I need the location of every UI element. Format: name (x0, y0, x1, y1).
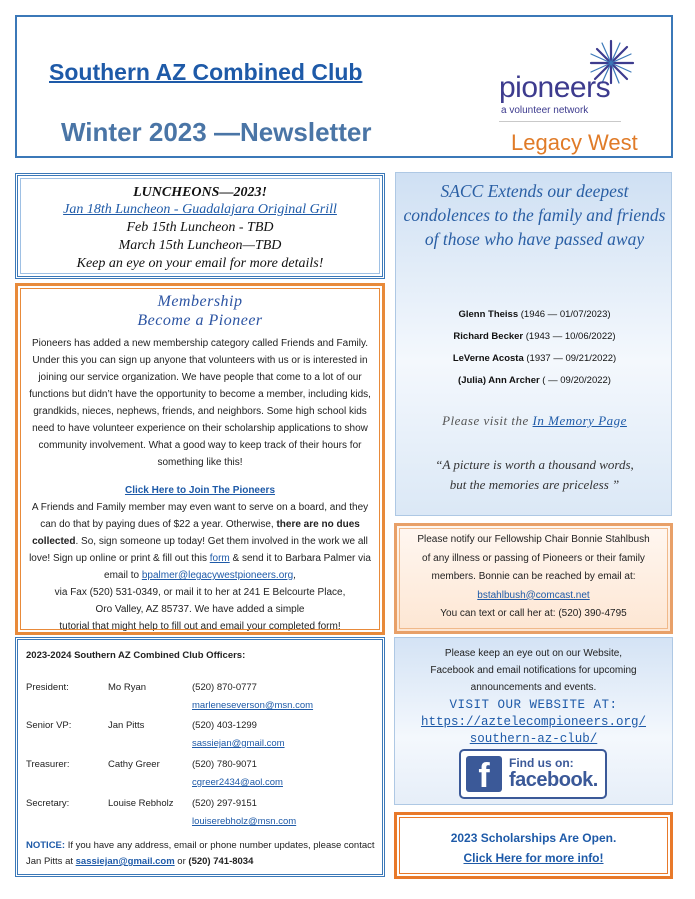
website-url-link[interactable]: https://aztelecompioneers.org/ (420, 715, 647, 729)
notice-email-link[interactable]: sassiejan@gmail.com (75, 856, 175, 867)
officer-role: Secretary: (26, 798, 70, 809)
scholarships-info-link[interactable]: Click Here for more info (463, 851, 600, 865)
bonnie-email-link[interactable]: bstahlbush@comcast.net (477, 589, 590, 601)
logo-word: pioneers (499, 71, 611, 104)
officer-row (26, 682, 380, 716)
visit-website-label: VISIT OUR WEBSITE AT: (449, 698, 618, 712)
fax-text: via Fax (520) 531-0349, or mail it to her at 241 E Belcourte Place, (54, 587, 346, 598)
logo-legacy-west: Legacy West (511, 130, 638, 155)
memorial-name: Glenn Theiss (458, 309, 519, 320)
facebook-wordmark: facebook. (509, 769, 598, 791)
condolences-box (395, 172, 672, 516)
notify-line-1: Please notify our Fellowship Chair Bonnie Stahlbush (417, 534, 650, 545)
club-name[interactable]: Southern AZ Combined Club (49, 59, 363, 85)
logo-tagline: a volunteer network (501, 105, 589, 116)
luncheons-box (15, 173, 385, 279)
logo-divider (499, 121, 621, 122)
officer-name: Mo Ryan (108, 682, 147, 693)
newsletter-header (15, 15, 673, 158)
address-text: Oro Valley, AZ 85737. We have added a simple (95, 604, 305, 615)
memorial-dates: (1943 — 10/06/2022) (523, 331, 616, 342)
memory-page-link[interactable]: In Memory Page (532, 413, 627, 428)
officer-row (26, 798, 380, 832)
send-text: & send it to Barbara Palmer via email to (104, 553, 371, 581)
memorial-name: Richard Becker (453, 331, 524, 342)
facebook-button[interactable] (459, 749, 607, 799)
notify-line-2: of any illness or passing of Pioneers or their family (422, 552, 645, 564)
memorial-entry (396, 331, 673, 342)
membership-title: Membership (157, 293, 243, 310)
comma-text: , (293, 570, 296, 581)
quote-line-1: “A picture is worth a thousand words, (435, 457, 634, 472)
join-pioneers-link[interactable]: Click Here to Join The Pioneers (124, 485, 276, 496)
memorial-name: LeVerne Acosta (452, 353, 524, 364)
feb-luncheon: Feb 15th Luncheon - TBD (126, 220, 274, 235)
scholarships-bang: ! (599, 851, 604, 865)
officers-box (15, 637, 385, 877)
tutorial-text: tutorial that might help to fill out and email your completed form! (59, 621, 341, 632)
website-box (394, 637, 673, 805)
memorial-entry (396, 375, 673, 386)
website-line-3: announcements and events. (470, 682, 597, 693)
luncheon-note: Keep an eye on your email for more details! (76, 256, 324, 271)
jan-luncheon-link[interactable]: Jan 18th Luncheon - Guadalajara Original Grill (63, 202, 337, 217)
officer-name: Jan Pitts (108, 720, 145, 731)
memorial-dates: (1946 — 01/07/2023) (518, 309, 611, 320)
officers-title: 2023-2024 Southern AZ Combined Club Officers: (26, 650, 246, 661)
memorial-dates: ( — 09/20/2022) (539, 375, 611, 386)
officer-name: Louise Rebholz (108, 798, 174, 809)
memorial-entry (396, 309, 673, 320)
notify-box (394, 523, 673, 634)
visit-text: Please visit the (442, 413, 533, 428)
website-url-link-2[interactable]: southern-az-club/ (469, 732, 598, 746)
officer-email-link[interactable]: sassiejan@gmail.com (192, 738, 285, 749)
officer-email-link[interactable]: cgreer2434@aol.com (192, 777, 283, 788)
memory-page-line (396, 413, 673, 429)
memorial-name: (Julia) Ann Archer (458, 375, 540, 386)
memorial-quote (396, 455, 673, 495)
officer-phone: (520) 870-0777 (192, 682, 257, 693)
membership-paragraph: Pioneers has added a new membership category called Friends and Family. Under this you can sign up anyone that volunteers with us or is interested in joining our service organization. We have people that come to a lot of our functions but didn’t have the opportunity to become a member, including kids, grandkids, nieces, nephews, friends, and neighbors. Some high school kids need to have volunteer experience on their scholarship applications to show community involvement. What a good way to keep track of their hours for something like this! (29, 338, 371, 468)
dues-text: A Friends and Family member may even want to serve on a board, and they can do that by paying dues of $22 a year. Otherwise, (31, 502, 369, 530)
form-link[interactable]: form (209, 553, 230, 564)
scholarships-box (394, 812, 673, 879)
officer-email-link[interactable]: louiserebholz@msn.com (192, 816, 297, 827)
scholarships-heading: 2023 Scholarships Are Open. (450, 831, 617, 845)
officer-phone: (520) 403-1299 (192, 720, 257, 731)
pioneers-logo (495, 39, 665, 157)
officer-row (26, 759, 380, 793)
facebook-find-label: Find us on: (509, 756, 574, 770)
quote-line-2: but the memories are priceless ” (449, 477, 620, 492)
officer-role: President: (26, 682, 69, 693)
officers-notice (26, 838, 378, 870)
officer-name: Cathy Greer (108, 759, 160, 770)
notice-or: or (174, 856, 189, 867)
no-dues-text: there are no dues collected (32, 519, 360, 547)
officer-phone: (520) 780-9071 (192, 759, 257, 770)
officer-email-link[interactable]: marleneseverson@msn.com (192, 700, 314, 711)
notify-line-3: members. Bonnie can be reached by email at: (431, 571, 636, 582)
signup-text: . So, sign someone up today! Get them involved in the work we all love! Sign up online or print & fill out this (29, 536, 368, 564)
memorial-dates: (1937 — 09/21/2022) (523, 353, 617, 364)
notice-text: If you have any address, email or phone number updates, please contact Jan Pitts at (26, 840, 375, 867)
newsletter-title: Winter 2023 —Newsletter (61, 117, 372, 147)
officer-role: Senior VP: (26, 720, 72, 731)
officer-role: Treasurer: (26, 759, 70, 770)
facebook-icon: f (466, 756, 502, 792)
mar-luncheon: March 15th Luncheon—TBD (118, 238, 282, 253)
notice-phone: (520) 741-8034 (188, 856, 254, 867)
scholarships-link-line (397, 848, 670, 868)
membership-box (15, 283, 385, 635)
officer-phone: (520) 297-9151 (192, 798, 257, 809)
notify-line-5: You can text or call her at: (520) 390-4795 (440, 608, 627, 619)
condolences-heading: SACC Extends our deepest condolences to the family and friends of those who have passed away (403, 181, 666, 249)
membership-subtitle: Become a Pioneer (137, 312, 263, 329)
website-line-1: Please keep an eye out on our Website, (444, 648, 623, 659)
membership-paragraph-2 (28, 499, 372, 635)
officer-row (26, 720, 380, 754)
memorial-entry (396, 353, 673, 364)
notice-label: NOTICE: (26, 840, 66, 851)
luncheons-title: LUNCHEONS—2023! (133, 185, 267, 200)
bpalmer-email-link[interactable]: bpalmer@legacywestpioneers.org (141, 570, 294, 581)
website-line-2: Facebook and email notifications for upcoming (430, 665, 637, 676)
